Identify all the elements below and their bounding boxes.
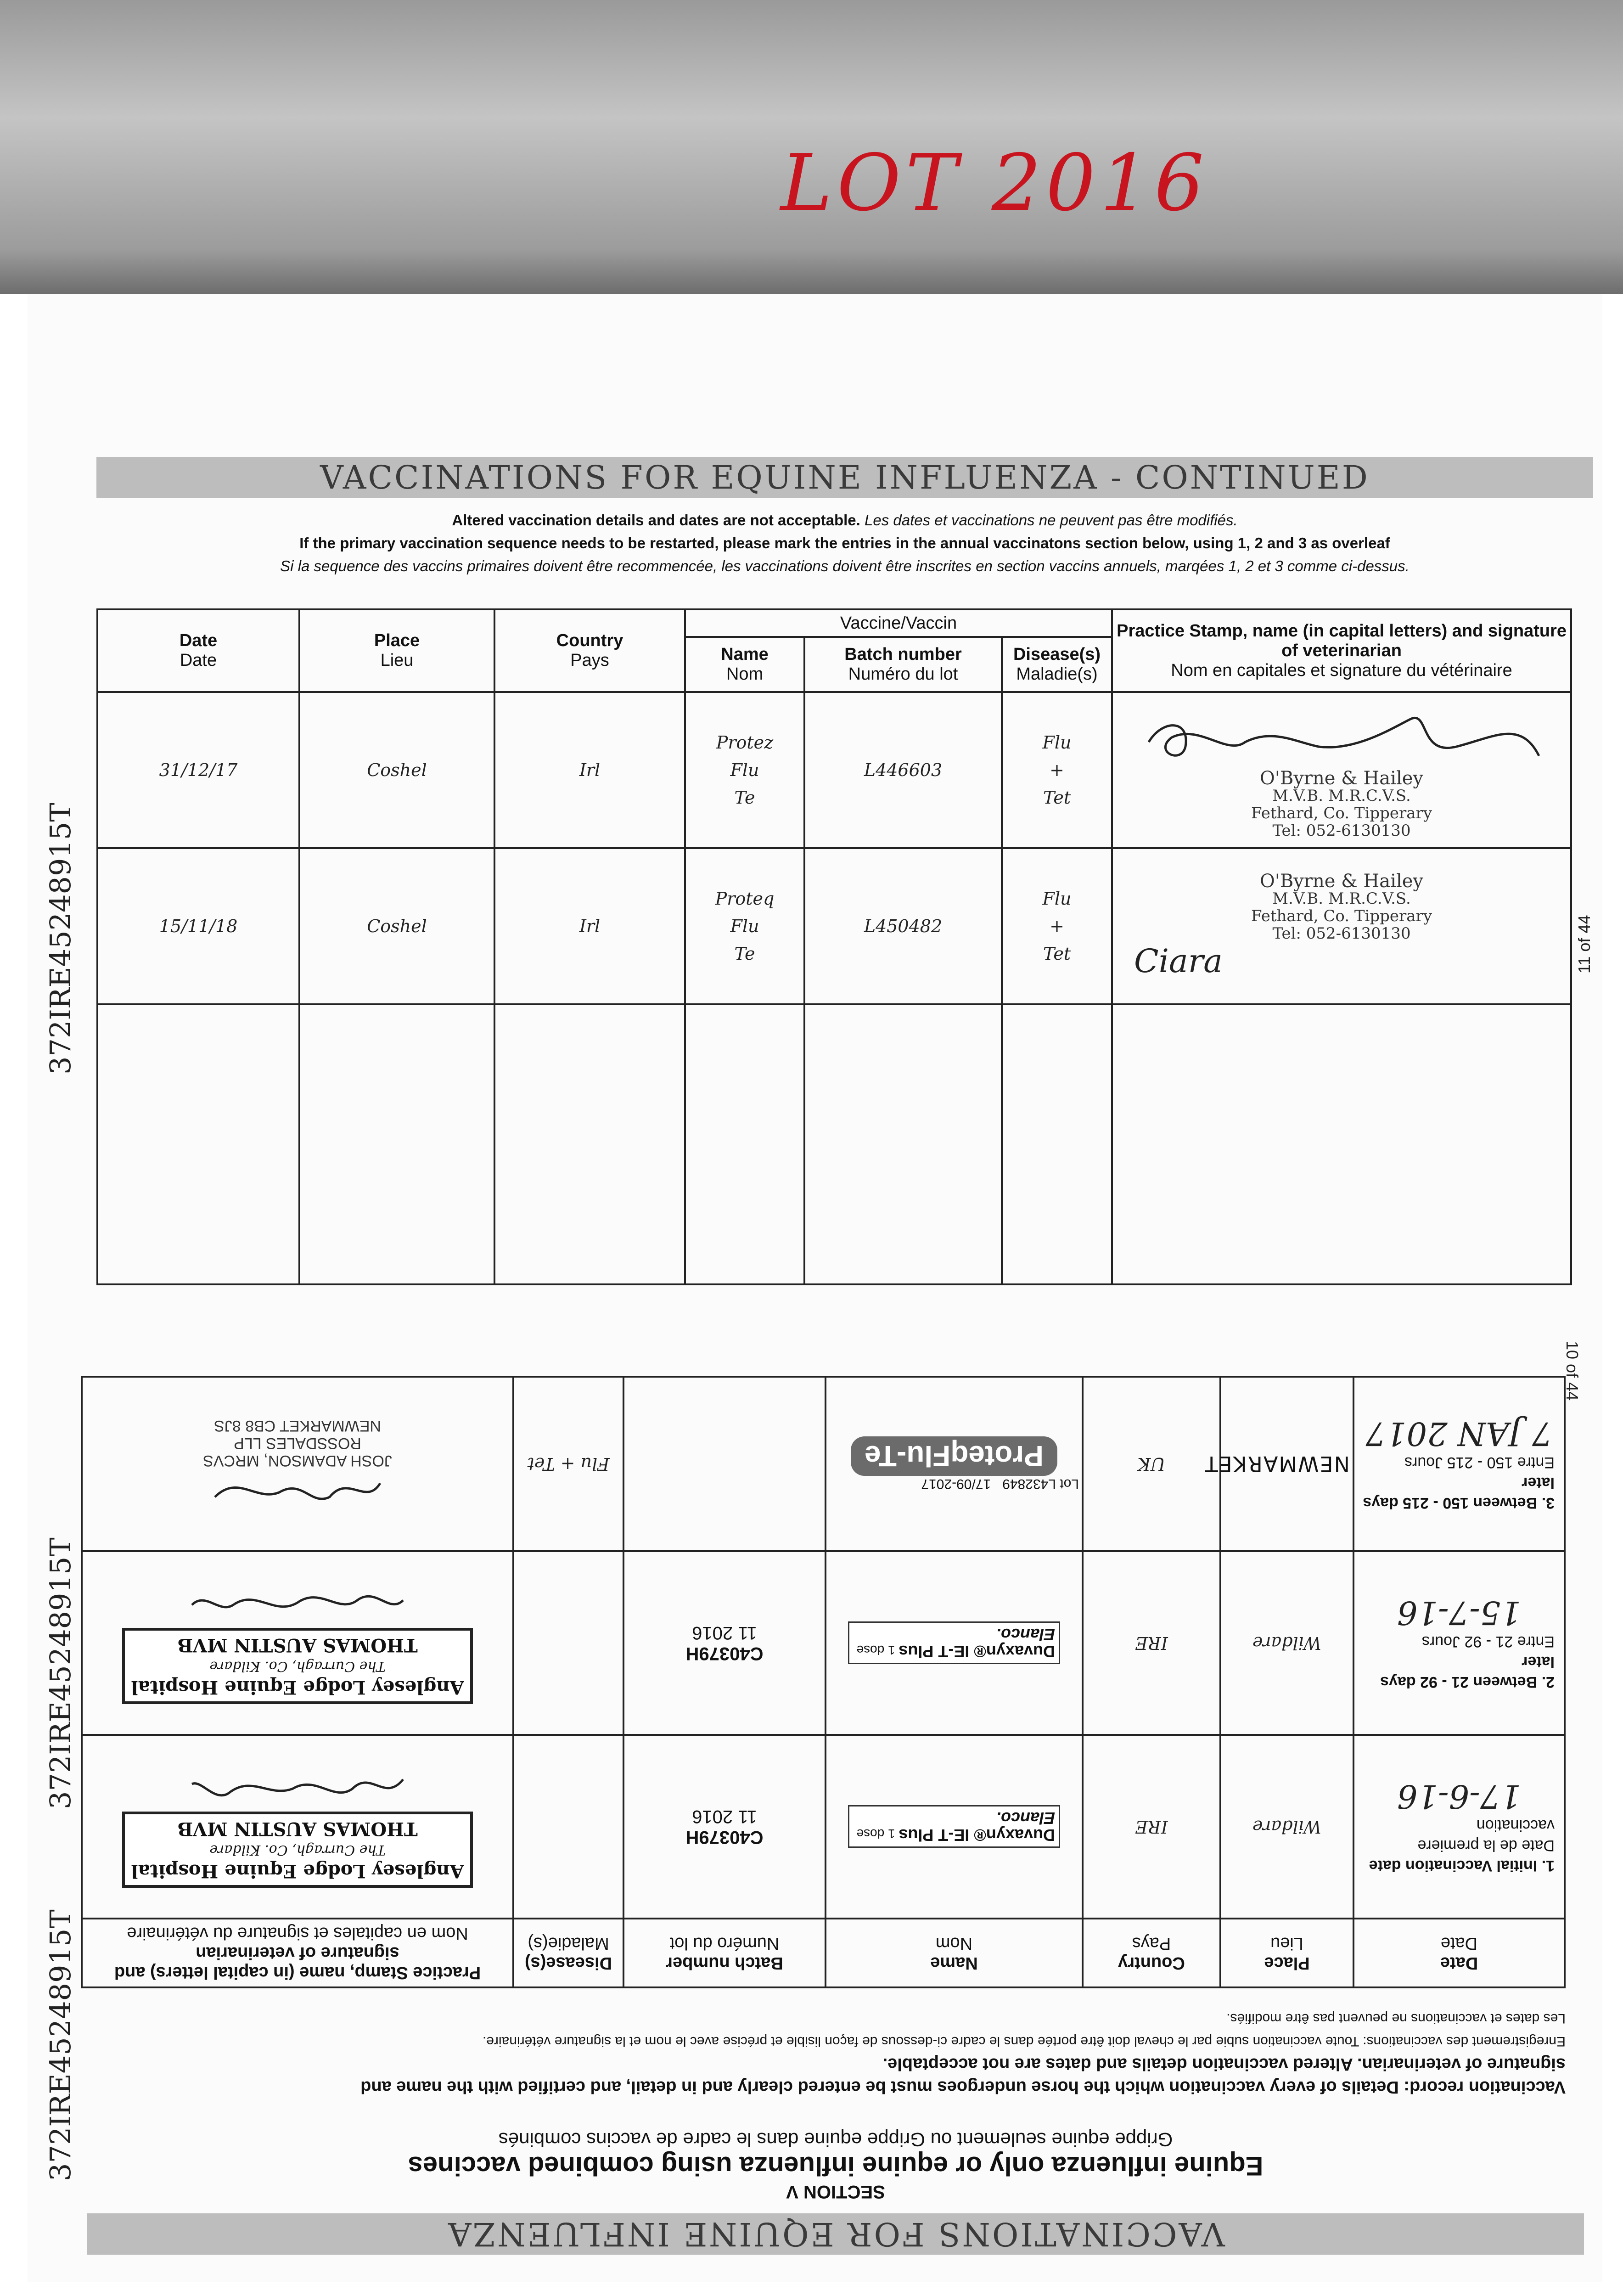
section-title-fr: Grippe equine seulement ou Grippe equine dans le cadre de vaccins combinés — [498, 2129, 1173, 2150]
page-11 — [28, 294, 1602, 1300]
entry-disease — [513, 1735, 623, 1919]
entry-stamp — [1112, 848, 1571, 1004]
entry-batch: L446603 — [804, 692, 1002, 848]
interval-label: 1. Initial Vaccination date Date de la premiere vaccination — [1369, 1817, 1555, 1874]
header-place: Place Lieu — [299, 609, 494, 692]
page-banner: VACCINATIONS FOR EQUINE INFLUENZA - CONTINUED — [96, 457, 1593, 498]
vet-signature — [183, 1766, 412, 1807]
entry-country: Irl — [494, 692, 685, 848]
entry-vaccine-name: Proteq Flu Te — [685, 848, 804, 1004]
alteration-notice — [96, 509, 1593, 578]
header-vaccine: Vaccine/Vaccin — [685, 609, 1112, 637]
vet-signature: Ciara — [1134, 942, 1223, 980]
interval-label: 3. Between 150 - 215 days later Entre 150 - 215 Jours — [1363, 1454, 1555, 1512]
duvaxyn-label: Duvaxyn® IE-T Plus 1 dose Elanco. — [848, 1806, 1060, 1848]
record-line-2: signature of veterinarian. Altered vaccination details and dates are not acceptable. — [882, 2054, 1566, 2074]
proteqflu-label: ProteqFlu-Te — [851, 1436, 1057, 1476]
vaccine-label-sticker — [826, 1377, 1083, 1551]
header-date: Date Date — [1353, 1919, 1565, 1987]
table-row — [97, 848, 1571, 1004]
entry-batch: C40379H 11 2016 — [623, 1735, 826, 1919]
entry-place: Coshel — [299, 848, 494, 1004]
entry-date: 7 JAN 2017 — [1365, 1415, 1553, 1452]
section-title: Equine influenza only or equine influenza using combined vaccines — [408, 2151, 1264, 2181]
entry-date: 15-7-16 — [1397, 1594, 1521, 1632]
restart-notice-en: If the primary vaccination sequence needs to be restarted, please mark the entries in the annual vaccinatons section below, using 1, 2 and 3 as overleaf — [299, 535, 1390, 551]
entry-disease: Flu + Tet — [1002, 692, 1112, 848]
table-row-empty — [97, 1004, 1571, 1284]
entry-date: 17-6-16 — [1397, 1778, 1521, 1815]
interval-label: 2. Between 21 - 92 days later Entre 21 - 92 Jours — [1380, 1633, 1555, 1691]
vet-signature — [206, 1469, 389, 1511]
entry-country: Irl — [494, 848, 685, 1004]
restart-notice-fr: Si la sequence des vaccins primaires doivent être recommencée, les vaccinations doivent être inscrites en section vaccins annuels, marqées 1, 2 et 3 comme ci-dessus. — [280, 557, 1410, 574]
vet-signature — [1135, 701, 1548, 770]
entry-stamp — [82, 1735, 513, 1919]
entry-place: Coshel — [299, 692, 494, 848]
page-number: 10 of 44 — [1563, 1341, 1582, 1401]
header-place: Place Lieu — [1220, 1919, 1353, 1987]
document-id: 372IRE45248915T — [44, 1537, 77, 1809]
header-batch: Batch number Numéro du lot — [804, 637, 1002, 692]
header-batch: Batch number Numéro du lot — [623, 1919, 826, 1987]
duvaxyn-label: Duvaxyn® IE-T Plus 1 dose Elanco. — [848, 1622, 1060, 1665]
header-date: Date Date — [97, 609, 299, 692]
header-practice-stamp: Practice Stamp, name (in capital letters) and signature of veterinarian Nom en capitales et signature du vétérinaire — [1112, 609, 1571, 692]
header-name: Name Nom — [685, 637, 804, 692]
record-notice — [96, 2007, 1566, 2099]
header-country: Country Pays — [1083, 1919, 1220, 1987]
table-row — [82, 1551, 1565, 1735]
entry-date-cell — [1353, 1735, 1565, 1919]
header-disease: Disease(s) Maladie(s) — [513, 1919, 623, 1987]
section-heading — [87, 2128, 1584, 2202]
table-row — [82, 1377, 1565, 1551]
entry-stamp — [82, 1551, 513, 1735]
practice-stamp: O'Byrne & Hailey M.V.B. M.R.C.V.S. Fethard, Co. Tipperary Tel: 052-6130130 — [1251, 871, 1432, 943]
header-practice-stamp: Practice Stamp, name (in capital letters) and signature of veterinarian Nom en capitales et signature du vétérinaire — [82, 1919, 513, 1987]
entry-date-cell — [1353, 1377, 1565, 1551]
entry-date: 15/11/18 — [97, 848, 299, 1004]
page-10 — [28, 1295, 1602, 2282]
page-banner: VACCINATIONS FOR EQUINE INFLUENZA — [87, 2213, 1584, 2255]
entry-place: Wildare — [1220, 1735, 1353, 1919]
page-number: 11 of 44 — [1575, 915, 1594, 974]
record-line-4: Les dates et vaccinations ne peuvent pas être modifiés. — [1226, 2011, 1566, 2026]
entry-date-cell — [1353, 1551, 1565, 1735]
notice-fr: Les dates et vaccinations ne peuvent pas être modifiés. — [864, 512, 1238, 529]
entry-batch — [623, 1377, 826, 1551]
practice-stamp: O'Byrne & Hailey M.V.B. M.R.C.V.S. Fethard, Co. Tipperary Tel: 052-6130130 — [1251, 768, 1432, 840]
entry-date: 31/12/17 — [97, 692, 299, 848]
table-row — [82, 1735, 1565, 1919]
inverted-page-content — [28, 1295, 1602, 2282]
entry-vaccine-name: Protez Flu Te — [685, 692, 804, 848]
vaccination-table-continued — [96, 608, 1572, 1285]
record-line-3: Enregistrement des vaccinations: Toute vaccination subie par le cheval doit être portée dans le cadre ci-dessous de façon lisible et précise avec le nom et la signature vétérinaire. — [482, 2034, 1566, 2049]
document-id: 372IRE45248915T — [44, 803, 77, 1075]
vaccination-table-initial — [81, 1376, 1566, 1988]
section-label: SECTION V — [786, 2182, 885, 2202]
vaccine-label-sticker — [826, 1551, 1083, 1735]
entry-stamp — [82, 1377, 513, 1551]
header-name: Name Nom — [826, 1919, 1083, 1987]
practice-stamp: JOSH ADAMSON, MRCVS ROSSDALES LLP NEWMARKET CB8 8JS — [203, 1417, 392, 1469]
entry-country: IRE — [1083, 1735, 1220, 1919]
document-id-repeat: 372IRE45248915T — [44, 1909, 77, 2181]
entry-batch: C40379H 11 2016 — [623, 1551, 826, 1735]
notice-en: Altered vaccination details and dates are not acceptable. — [452, 512, 860, 529]
entry-country: UK — [1083, 1377, 1220, 1551]
vet-signature — [183, 1582, 412, 1623]
entry-disease — [513, 1551, 623, 1735]
entry-place: Wildare — [1220, 1551, 1353, 1735]
handwritten-lot-note: LOT 2016 — [781, 138, 1209, 229]
entry-disease: Flu + Tet — [1002, 848, 1112, 1004]
record-line-1: Vaccination record: Details of every vaccination which the horse undergoes must be entered clearly and in detail, and certified with the name and — [360, 2077, 1566, 2097]
product-lot: Lot L432849 17/09-2017 — [921, 1476, 1079, 1491]
header-disease: Disease(s) Maladie(s) — [1002, 637, 1112, 692]
entry-batch: L450482 — [804, 848, 1002, 1004]
header-country: Country Pays — [494, 609, 685, 692]
entry-country: IRE — [1083, 1551, 1220, 1735]
vaccine-label-sticker — [826, 1735, 1083, 1919]
entry-place: NEWMARKET — [1220, 1377, 1353, 1551]
hospital-stamp: Anglesey Lodge Equine Hospital The Curragh, Co. Kildare THOMAS AUSTIN MVB — [122, 1628, 473, 1704]
table-row — [97, 692, 1571, 848]
hospital-stamp: Anglesey Lodge Equine Hospital The Curragh, Co. Kildare THOMAS AUSTIN MVB — [122, 1812, 473, 1888]
entry-stamp — [1112, 692, 1571, 848]
entry-disease: Flu + Tet — [513, 1377, 623, 1551]
